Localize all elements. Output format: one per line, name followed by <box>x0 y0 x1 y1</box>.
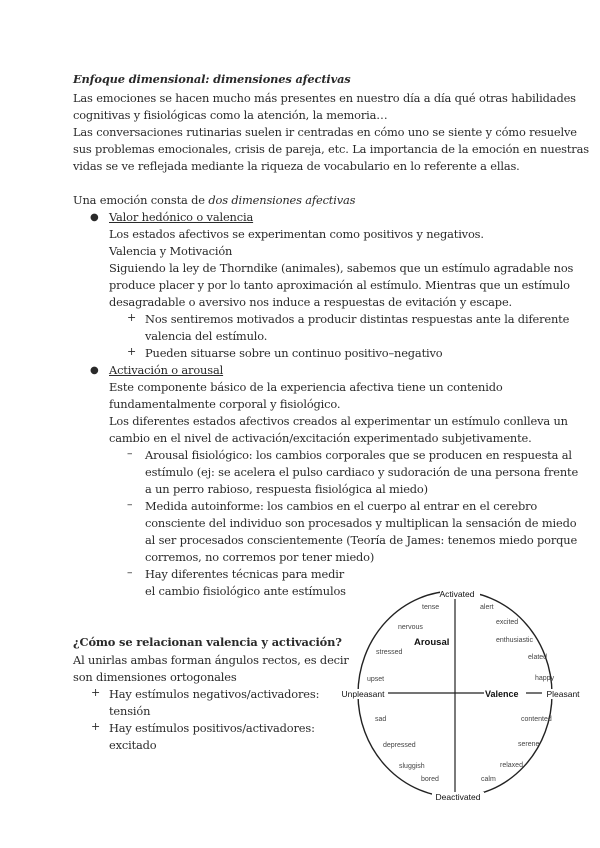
section2-plus-line: tensión <box>109 704 151 718</box>
emotion-word: depressed <box>383 742 416 749</box>
valor-heading: Valor hedónico o valencia <box>109 210 254 224</box>
section2-title: ¿Cómo se relacionan valencia y activación? <box>73 635 342 649</box>
dash-marker: – <box>127 498 133 511</box>
arousal-dash-line: a un perro rabioso, respuesta fisiológica al miedo) <box>145 482 428 496</box>
valor-plus-line: valencia del estímulo. <box>145 329 268 343</box>
emotion-word: contented <box>521 716 552 723</box>
intro-italic: dos dimensiones afectivas <box>208 193 356 207</box>
emotion-word: tense <box>422 604 440 611</box>
emotion-word: excited <box>496 619 519 626</box>
arousal-dash-line: consciente del individuo son procesados y multiplican la sensación de miedo <box>145 516 577 530</box>
axis-label-valence: Valence <box>485 689 519 699</box>
arousal-dash-line: corremos, no corremos por tener miedo) <box>145 550 375 564</box>
axis-label-arousal: Arousal <box>414 637 450 648</box>
dash-marker: – <box>127 566 133 579</box>
emotion-word: relaxed <box>500 762 523 769</box>
dash-marker: – <box>127 447 133 460</box>
valor-plus-line: Nos sentiremos motivados a producir distintas respuestas ante la diferente <box>145 312 570 326</box>
pole-left: Unpleasant <box>341 689 385 699</box>
section2-plus-line: Hay estímulos negativos/activadores: <box>109 687 320 701</box>
intro-prefix: Una emoción consta de <box>73 193 209 207</box>
section2-line: Al unirlas ambas forman ángulos rectos, es decir <box>73 653 349 667</box>
plus-marker: + <box>127 311 137 324</box>
arousal-dash-line: el cambio fisiológico ante estímulos <box>145 584 346 598</box>
emotion-word: enthusiastic <box>496 637 533 644</box>
paragraph-line: sus problemas emocionales, crisis de pareja, etc. La importancia de la emoción en nuestras <box>73 142 589 156</box>
intro-line <box>73 192 355 209</box>
emotion-word: sluggish <box>399 763 425 770</box>
paragraph-line: Las conversaciones rutinarias suelen ir centradas en cómo uno se siente y cómo resuelve <box>73 125 577 139</box>
emotion-word: sad <box>375 716 387 723</box>
section-title: Enfoque dimensional: dimensiones afectivas <box>73 72 351 86</box>
bullet-marker: ● <box>90 212 99 223</box>
emotion-word: upset <box>367 676 385 683</box>
plus-marker: + <box>91 686 101 699</box>
arousal-line: Los diferentes estados afectivos creados al experimentar un estímulo conlleva un <box>109 414 568 428</box>
valor-line: Los estados afectivos se experimentan como positivos y negativos. <box>109 227 484 241</box>
plus-marker: + <box>127 345 137 358</box>
emotion-word: bored <box>421 776 439 783</box>
arousal-line: cambio en el nivel de activación/excitación experimentado subjetivamente. <box>109 431 532 445</box>
pole-top: Activated <box>439 589 475 599</box>
arousal-dash-line: Medida autoinforme: los cambios en el cuerpo al entrar en el cerebro <box>145 499 538 513</box>
valor-line: Valencia y Motivación <box>109 244 233 258</box>
pole-right: Pleasant <box>546 689 580 699</box>
arousal-heading: Activación o arousal <box>109 363 224 377</box>
arousal-line: fundamentalmente corporal y fisiológico. <box>109 397 341 411</box>
arousal-line: Este componente básico de la experiencia afectiva tiene un contenido <box>109 380 503 394</box>
emotion-word: stressed <box>376 649 403 656</box>
pole-bottom: Deactivated <box>435 792 481 802</box>
circumplex-diagram <box>332 585 600 807</box>
emotion-word: serene <box>518 741 540 748</box>
plus-marker: + <box>91 720 101 733</box>
valor-line: desagradable o aversivo nos induce a respuestas de evitación y escape. <box>109 295 513 309</box>
emotion-word: nervous <box>398 624 423 631</box>
emotion-word: alert <box>480 604 494 611</box>
section2-plus-line: Hay estímulos positivos/activadores: <box>109 721 315 735</box>
paragraph-line: vidas se ve reflejada mediante la riqueza de vocabulario en lo referente a ellas. <box>73 159 520 173</box>
section2-plus-line: excitado <box>109 738 157 752</box>
paragraph-line: Las emociones se hacen mucho más presentes en nuestro día a día qué otras habilidades <box>73 91 576 105</box>
arousal-dash-line: al ser procesados conscientemente (Teoría de James: tenemos miedo porque <box>145 533 578 547</box>
emotion-word: happy <box>535 675 555 682</box>
valor-plus-line: Pueden situarse sobre un continuo positivo–negativo <box>145 346 443 360</box>
bullet-marker: ● <box>90 365 99 376</box>
arousal-dash-line: Arousal fisiológico: los cambios corporales que se producen en respuesta al <box>145 448 572 462</box>
paragraph-line: cognitivas y fisiológicas como la atención, la memoria… <box>73 108 388 122</box>
arousal-dash-line: Hay diferentes técnicas para medir <box>145 567 345 581</box>
valor-line: produce placer y por lo tanto aproximación al estímulo. Mientras que un estímulo <box>109 278 570 292</box>
emotion-word: elated <box>528 654 548 661</box>
emotion-word: calm <box>481 776 496 783</box>
arousal-dash-line: estímulo (ej: se acelera el pulso cardiaco y sudoración de una persona frente <box>145 465 579 479</box>
valor-line: Siguiendo la ley de Thorndike (animales), sabemos que un estímulo agradable nos <box>109 261 574 275</box>
section2-line: son dimensiones ortogonales <box>73 670 237 684</box>
